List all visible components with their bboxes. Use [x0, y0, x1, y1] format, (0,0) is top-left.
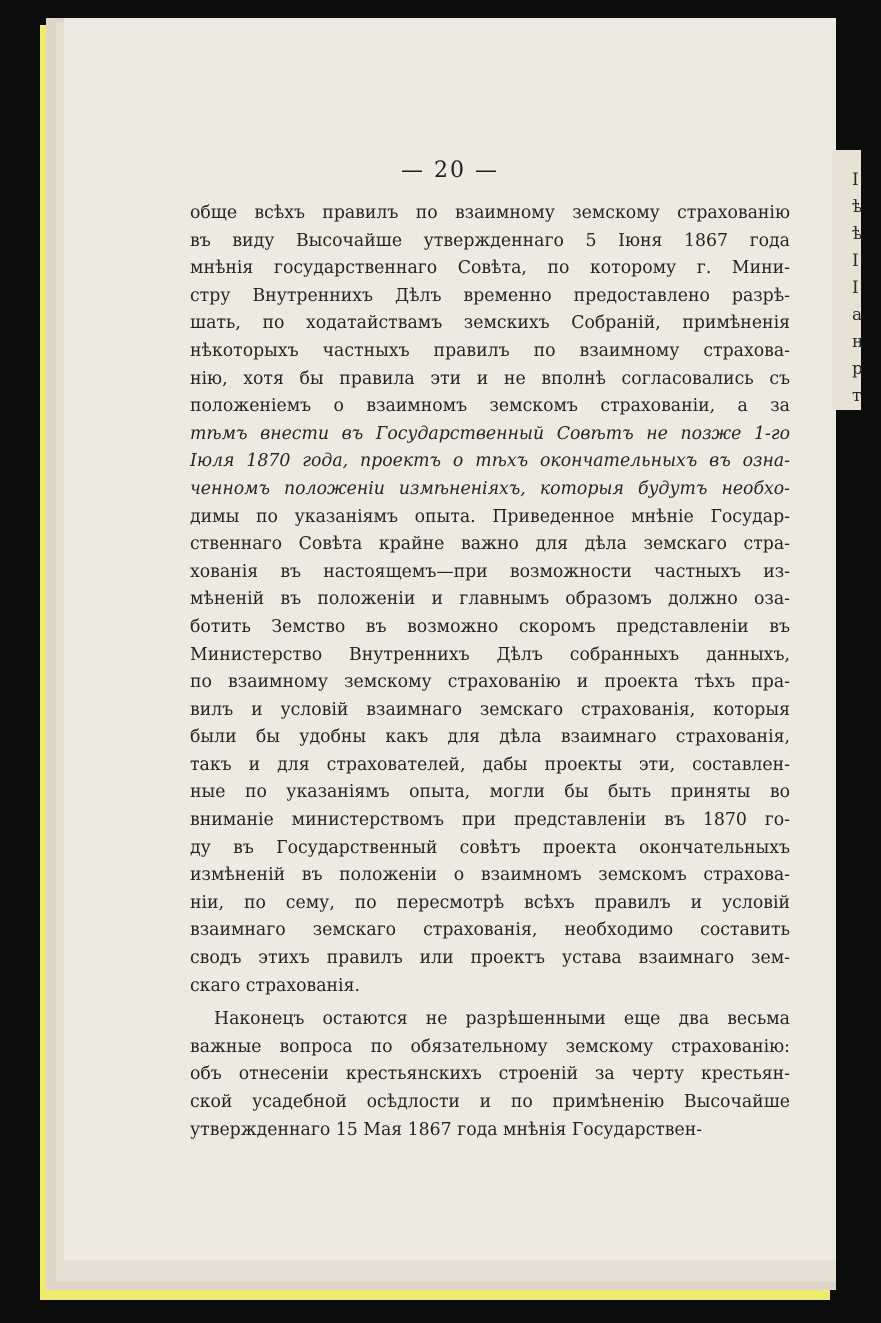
text-line: мѣненій въ положеніи и главнымъ образомъ должно оза-	[190, 589, 790, 610]
text-line: по взаимному земскому страхованію и проекта тѣхъ пра-	[190, 672, 790, 693]
paragraph-1	[190, 200, 790, 1000]
text-line: Іюля 1870 года, проектъ о тѣхъ окончательныхъ въ озна-	[190, 451, 790, 472]
paragraph-2	[190, 1006, 790, 1144]
text-line: скаго страхованія.	[190, 975, 360, 996]
text-line: важные вопроса по обязательному земскому страхованію:	[190, 1036, 790, 1057]
text-line: обще всѣхъ правилъ по взаимному земскому страхованію	[190, 203, 790, 223]
text-line: димы по указаніямъ опыта. Приведенное мнѣніе Государ-	[190, 506, 790, 527]
text-line: ской усадебной осѣдлости и по примѣненію Высочайше	[190, 1092, 790, 1112]
text-line: Наконецъ остаются не разрѣшенными еще два весьма	[214, 1009, 790, 1030]
text-line: ственнаго Совѣта крайне важно для дѣла земскаго стра-	[190, 534, 790, 555]
text-line: Министерство Внутреннихъ Дѣлъ собранныхъ данныхъ,	[190, 644, 790, 665]
text-line: хованія въ настоящемъ—при возможности частныхъ из-	[190, 561, 790, 582]
facing-page-glyph: ѣ	[852, 197, 863, 217]
text-line: нѣкоторыхъ частныхъ правилъ по взаимному страхова-	[190, 340, 790, 361]
facing-page-glyph: І	[852, 251, 859, 271]
text-line: вилъ и условій взаимнаго земскаго страхованія, которыя	[190, 699, 790, 720]
text-line: вниманіе министерствомъ при представленіи въ 1870 го-	[190, 810, 790, 831]
text-line: положеніемъ о взаимномъ земскомъ страхованіи, а за	[190, 396, 790, 417]
text-line: ные по указаніямъ опыта, могли бы быть приняты во	[190, 782, 790, 803]
facing-page-glyph: т	[852, 386, 862, 406]
text-line: шать, по ходатайствамъ земскихъ Собраній, примѣненія	[190, 313, 790, 334]
text-line: въ виду Высочайше утвержденнаго 5 Іюня 1867 года	[190, 230, 790, 251]
facing-page-glyph: а	[852, 305, 863, 325]
facing-page-glyph: н	[852, 332, 864, 352]
text-line: нію, хотя бы правила эти и не вполнѣ согласовались съ	[190, 368, 790, 389]
text-line: сводъ этихъ правилъ или проектъ устава взаимнаго зем-	[190, 948, 790, 969]
text-line: стру Внутреннихъ Дѣлъ временно предоставлено разрѣ-	[190, 285, 790, 306]
text-line: были бы удобны какъ для дѣла взаимнаго страхованія,	[190, 727, 790, 748]
page-number: — 20 —	[401, 158, 499, 183]
text-line: тѣмъ внести въ Государственный Совѣтъ не позже 1-го	[190, 423, 790, 444]
text-line: измѣненій въ положеніи о взаимномъ земскомъ страхова-	[190, 865, 790, 886]
facing-page-edge	[832, 150, 864, 410]
page-body-text	[190, 200, 790, 1144]
facing-page-glyph: ѣ	[852, 224, 863, 244]
text-line: ботить Земство въ возможно скоромъ представленіи въ	[190, 616, 790, 637]
text-line: ду въ Государственный совѣтъ проекта окончательныхъ	[190, 837, 790, 858]
facing-page-glyph: І	[852, 170, 859, 190]
text-line: ченномъ положеніи измѣненіяхъ, которыя будутъ необхо-	[190, 478, 790, 499]
text-line: такъ и для страхователей, дабы проекты эти, составлен-	[190, 754, 790, 775]
text-line: объ отнесеніи крестьянскихъ строеній за черту крестьян-	[190, 1064, 790, 1085]
text-line: взаимнаго земскаго страхованія, необходимо составить	[190, 920, 790, 941]
facing-page-glyph: І	[852, 278, 859, 298]
facing-page-glyph: р	[852, 359, 863, 379]
text-line: утвержденнаго 15 Мая 1867 года мнѣнія Государствен-	[190, 1119, 703, 1140]
text-line: мнѣнія государственнаго Совѣта, по которому г. Мини-	[190, 258, 790, 279]
text-line: ніи, по сему, по пересмотрѣ всѣхъ правилъ и условій	[190, 892, 790, 913]
